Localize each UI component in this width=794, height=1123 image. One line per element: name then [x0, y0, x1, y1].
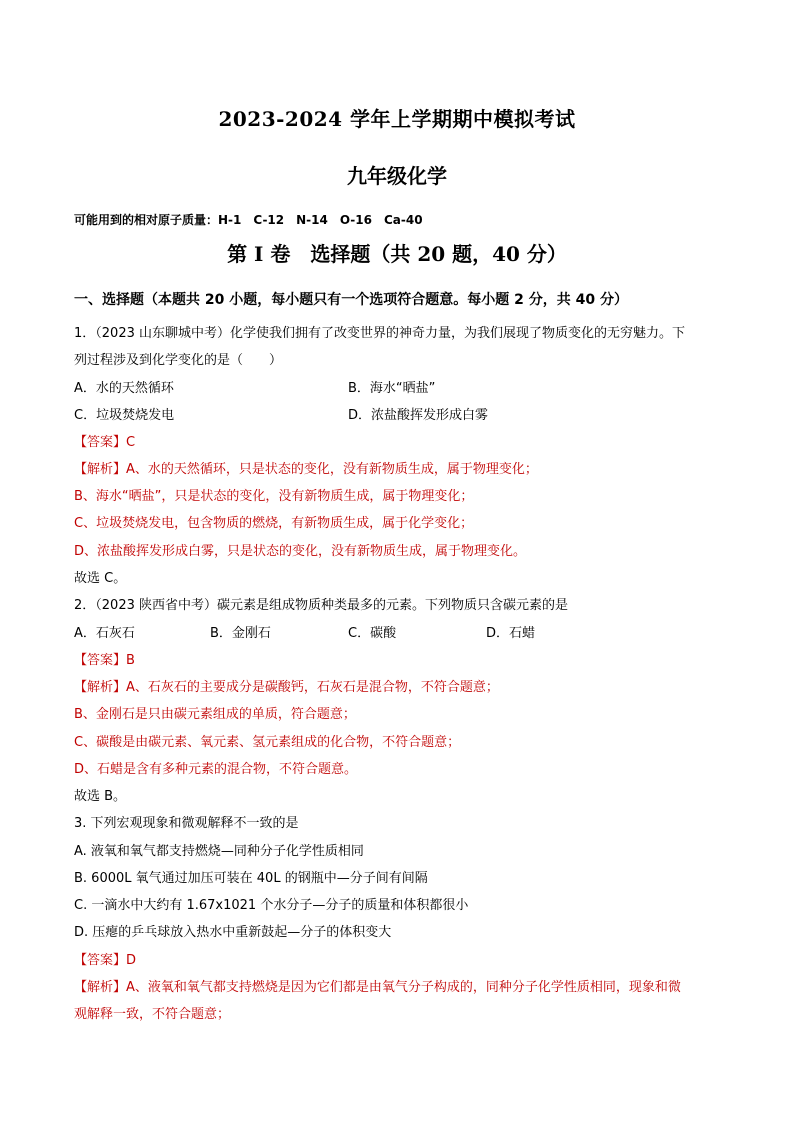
analysis-tag: 【解析】	[74, 680, 127, 695]
q1-analysis-line: B、海水“晒盐”，只是状态的变化，没有新物质生成，属于物理变化；	[74, 489, 474, 504]
q3-analysis-line: 观解释一致，不符合题意；	[74, 1007, 231, 1022]
analysis-tag: 【解析】	[74, 980, 127, 995]
q1-option-b: B．海水“晒盐”	[348, 381, 436, 396]
q2-analysis-line: C、碳酸是由碳元素、氧元素、氢元素组成的化合物，不符合题意；	[74, 735, 461, 750]
analysis-text: A、水的天然循环，只是状态的变化，没有新物质生成，属于物理变化；	[126, 462, 538, 477]
q2-option-a: A．石灰石	[74, 626, 135, 641]
q3-option-b: B. 6000L 氧气通过加压可装在 40L 的钢瓶中—分子间有间隔	[74, 871, 428, 886]
exam-subtitle: 九年级化学	[347, 164, 447, 188]
answer-value: D	[126, 953, 137, 968]
q2-option-b: B．金刚石	[210, 626, 271, 641]
q2-option-d: D．石蜡	[486, 626, 536, 641]
analysis-text: A、石灰石的主要成分是碳酸钙，石灰石是混合物，不符合题意；	[126, 680, 499, 695]
q2-analysis-line	[74, 679, 499, 697]
q1-option-a: A．水的天然循环	[74, 381, 174, 396]
q3-answer	[74, 952, 136, 970]
q1-stem-line2: 列过程涉及到化学变化的是（ ）	[74, 353, 283, 368]
q1-conclusion: 故选 C。	[74, 571, 127, 586]
q1-stem-line1: 1．（2023 山东聊城中考）化学使我们拥有了改变世界的神奇力量，为我们展现了物质变化的无穷魅力。下	[74, 326, 685, 341]
q1-option-c: C．垃圾焚烧发电	[74, 408, 175, 423]
answer-value: C	[126, 435, 136, 450]
q2-conclusion: 故选 B。	[74, 789, 127, 804]
answer-value: B	[126, 653, 135, 668]
analysis-text: A、液氧和氧气都支持燃烧是因为它们都是由氧气分子构成的，同种分子化学性质相同，现象和微	[126, 980, 681, 995]
q3-option-c: C. 一滴水中大约有 1.67x1021 个水分子—分子的质量和体积都很小	[74, 898, 469, 913]
atomic-masses: 可能用到的相对原子质量：H-1 C-12 N-14 O-16 Ca-40	[74, 213, 423, 227]
q2-analysis-line: D、石蜡是含有多种元素的混合物，不符合题意。	[74, 762, 358, 777]
exam-title: 2023-2024 学年上学期期中模拟考试	[218, 107, 576, 131]
answer-tag: 【答案】	[74, 653, 127, 668]
q3-option-a: A. 液氧和氧气都支持燃烧—同种分子化学性质相同	[74, 844, 364, 859]
q1-option-d: D．浓盐酸挥发形成白雾	[348, 408, 489, 423]
q1-analysis-line: D、浓盐酸挥发形成白雾，只是状态的变化，没有新物质生成，属于物理变化。	[74, 544, 527, 559]
q2-analysis-line: B、金刚石是只由碳元素组成的单质，符合题意；	[74, 707, 356, 722]
q1-analysis-line: C、垃圾焚烧发电，包含物质的燃烧，有新物质生成，属于化学变化；	[74, 516, 474, 531]
answer-tag: 【答案】	[74, 435, 127, 450]
q2-option-c: C．碳酸	[348, 626, 397, 641]
q3-analysis-line	[74, 979, 681, 997]
q2-stem: 2．（2023 陕西省中考）碳元素是组成物质种类最多的元素。下列物质只含碳元素的是	[74, 598, 568, 613]
q2-answer	[74, 652, 135, 670]
section-title: 第 I 卷 选择题（共 20 题，40 分）	[227, 242, 567, 266]
q1-answer	[74, 434, 135, 452]
analysis-tag: 【解析】	[74, 462, 127, 477]
part-heading: 一、选择题（本题共 20 小题，每小题只有一个选项符合题意。每小题 2 分，共 40 分）	[74, 292, 628, 308]
q3-stem: 3. 下列宏观现象和微观解释不一致的是	[74, 816, 299, 831]
q1-analysis-line	[74, 461, 538, 479]
q3-option-d: D. 压瘪的乒乓球放入热水中重新鼓起—分子的体积变大	[74, 925, 392, 940]
answer-tag: 【答案】	[74, 953, 127, 968]
